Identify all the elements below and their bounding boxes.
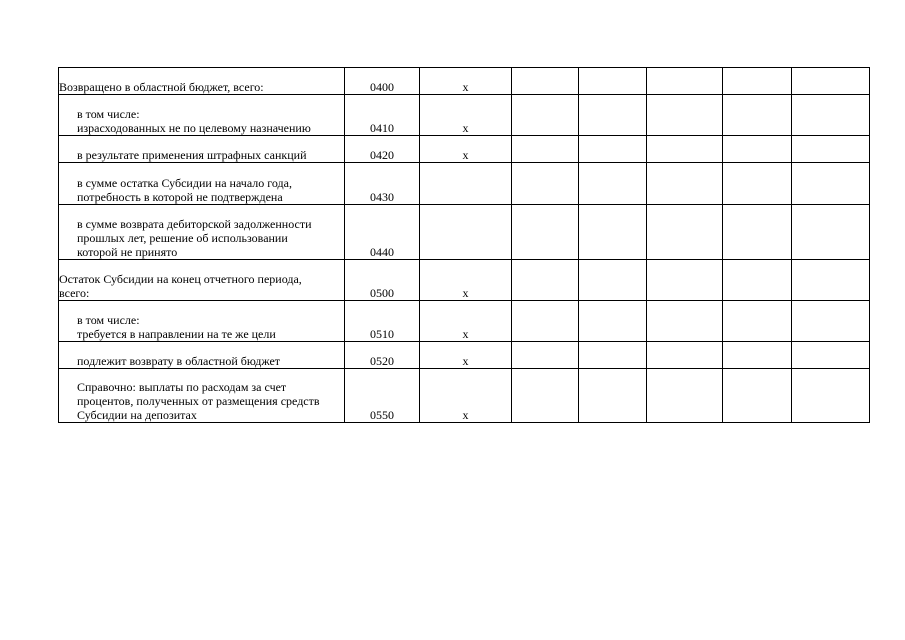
value-cell <box>579 301 647 342</box>
row-label-cell <box>59 163 345 205</box>
value-cell <box>512 95 579 136</box>
table-row <box>59 163 870 205</box>
table-row <box>59 260 870 301</box>
row-label-line: в том числе: <box>77 313 140 327</box>
row-mark-cell: x <box>420 260 512 301</box>
value-cell <box>579 260 647 301</box>
value-cell <box>647 95 723 136</box>
row-label-cell <box>59 68 345 95</box>
value-cell <box>512 301 579 342</box>
row-label-line: Остаток Субсидии на конец отчетного периода, <box>59 272 302 286</box>
value-cell <box>512 260 579 301</box>
row-mark-cell: x <box>420 95 512 136</box>
value-cell <box>512 342 579 369</box>
row-label-line: в результате применения штрафных санкций <box>77 148 307 162</box>
value-cell <box>792 68 870 95</box>
row-label-line: в сумме остатка Субсидии на начало года, <box>77 176 292 190</box>
value-cell <box>647 136 723 163</box>
value-cell <box>723 260 792 301</box>
value-cell <box>723 369 792 423</box>
value-cell <box>792 260 870 301</box>
row-label-line: в том числе: <box>77 107 140 121</box>
row-label-line: процентов, полученных от размещения средств <box>77 394 320 408</box>
row-code-cell: 0500 <box>345 260 420 301</box>
value-cell <box>647 342 723 369</box>
value-cell <box>579 68 647 95</box>
value-cell <box>579 95 647 136</box>
value-cell <box>579 205 647 260</box>
row-mark-cell: x <box>420 136 512 163</box>
row-label-cell <box>59 301 345 342</box>
row-code-cell: 0410 <box>345 95 420 136</box>
value-cell <box>792 342 870 369</box>
value-cell <box>579 136 647 163</box>
row-code-cell: 0510 <box>345 301 420 342</box>
row-label-line: потребность в которой не подтверждена <box>77 190 283 204</box>
value-cell <box>512 68 579 95</box>
value-cell <box>792 95 870 136</box>
value-cell <box>647 301 723 342</box>
row-label-line: Субсидии на депозитах <box>77 408 197 422</box>
row-code-cell: 0550 <box>345 369 420 423</box>
row-label-cell <box>59 260 345 301</box>
row-label-line: Справочно: выплаты по расходам за счет <box>77 380 287 394</box>
value-cell <box>792 369 870 423</box>
row-label-line: в сумме возврата дебиторской задолженности <box>77 217 312 231</box>
value-cell <box>792 163 870 205</box>
row-label-line: Возвращено в областной бюджет, всего: <box>59 80 264 94</box>
row-label-line: всего: <box>59 286 90 300</box>
report-table <box>58 67 870 423</box>
value-cell <box>792 205 870 260</box>
table-row <box>59 342 870 369</box>
row-mark-cell: x <box>420 369 512 423</box>
row-mark-cell <box>420 205 512 260</box>
value-cell <box>723 342 792 369</box>
value-cell <box>512 205 579 260</box>
value-cell <box>723 163 792 205</box>
row-code-cell: 0520 <box>345 342 420 369</box>
value-cell <box>579 369 647 423</box>
value-cell <box>723 68 792 95</box>
row-label-line: прошлых лет, решение об использовании <box>77 231 288 245</box>
table-row <box>59 205 870 260</box>
row-label-cell <box>59 95 345 136</box>
row-mark-cell: x <box>420 301 512 342</box>
value-cell <box>723 205 792 260</box>
table-row <box>59 301 870 342</box>
row-label-cell <box>59 205 345 260</box>
value-cell <box>647 369 723 423</box>
value-cell <box>647 205 723 260</box>
row-mark-cell <box>420 163 512 205</box>
value-cell <box>723 136 792 163</box>
row-code-cell: 0400 <box>345 68 420 95</box>
value-cell <box>792 301 870 342</box>
row-label-line: которой не принято <box>77 245 178 259</box>
report-body <box>59 68 870 423</box>
row-label-line: требуется в направлении на те же цели <box>77 327 276 341</box>
value-cell <box>647 163 723 205</box>
value-cell <box>647 260 723 301</box>
row-label-cell <box>59 342 345 369</box>
row-code-cell: 0440 <box>345 205 420 260</box>
table-row <box>59 369 870 423</box>
row-label-cell <box>59 369 345 423</box>
table-row <box>59 95 870 136</box>
value-cell <box>723 95 792 136</box>
row-label-line: израсходованных не по целевому назначению <box>77 121 311 135</box>
value-cell <box>723 301 792 342</box>
value-cell <box>579 342 647 369</box>
table-row <box>59 68 870 95</box>
value-cell <box>647 68 723 95</box>
row-label-cell <box>59 136 345 163</box>
value-cell <box>512 136 579 163</box>
value-cell <box>792 136 870 163</box>
table-row <box>59 136 870 163</box>
value-cell <box>579 163 647 205</box>
row-mark-cell: x <box>420 68 512 95</box>
row-code-cell: 0430 <box>345 163 420 205</box>
row-code-cell: 0420 <box>345 136 420 163</box>
row-mark-cell: x <box>420 342 512 369</box>
row-label-line: подлежит возврату в областной бюджет <box>77 354 281 368</box>
value-cell <box>512 163 579 205</box>
value-cell <box>512 369 579 423</box>
